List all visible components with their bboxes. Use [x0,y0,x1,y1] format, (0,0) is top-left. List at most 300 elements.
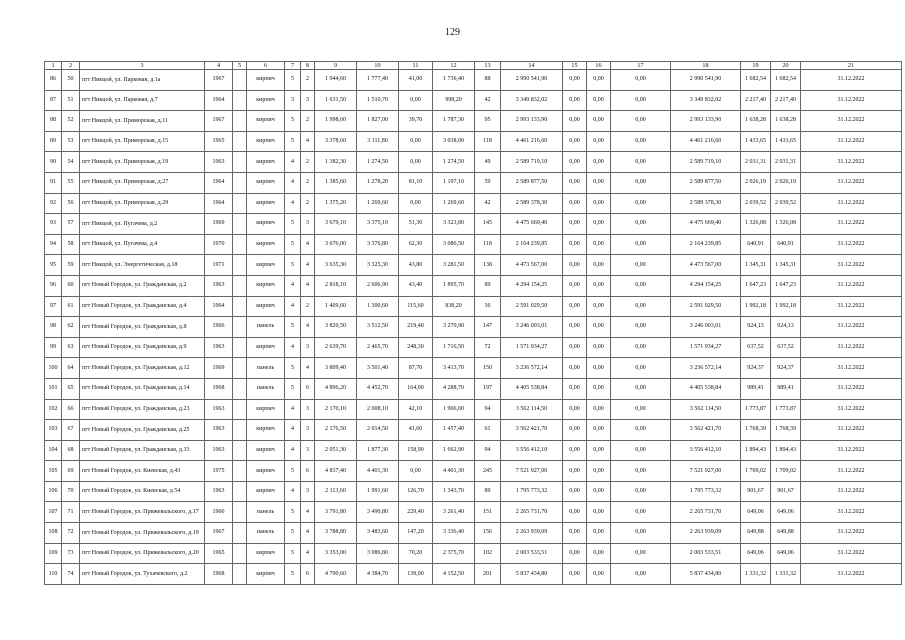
table-cell: 924,13 [771,317,801,338]
table-cell: 4 [285,296,301,317]
column-header: 18 [671,62,741,70]
table-cell: 640,91 [771,234,801,255]
table-cell: 3 [301,420,315,441]
table-cell [233,564,247,585]
table-cell: 3 635,30 [315,255,357,276]
table-cell: панель [247,523,285,544]
table-cell: 4 [285,420,301,441]
table-cell: 0,00 [587,481,611,502]
table-cell: 4 [285,440,301,461]
table-cell: 67 [62,420,80,441]
table-cell: 59 [475,172,501,193]
table-cell: 0,00 [563,378,587,399]
table-cell: 0,00 [611,152,671,173]
table-row [45,399,902,420]
table-cell: кирпич [247,152,285,173]
table-cell: 838,20 [433,296,475,317]
table-cell: 51 [62,90,80,111]
table-cell: 1 385,60 [315,172,357,193]
table-cell: 4 [285,275,301,296]
table-cell: 3 562 114,50 [501,399,563,420]
table-cell: 0,00 [587,420,611,441]
table-cell: 90 [45,152,62,173]
table-cell: 4 452,70 [357,378,399,399]
table-cell: 637,52 [771,337,801,358]
table-cell: 0,00 [611,461,671,482]
table-cell: 229,40 [399,502,433,523]
table-cell: 0,00 [399,461,433,482]
table-cell: 0,00 [563,296,587,317]
table-cell: 3 483,60 [357,523,399,544]
table-cell: 0,00 [587,337,611,358]
table-cell: 0,00 [563,564,587,585]
column-header: 4 [205,62,233,70]
table-cell: 1 269,60 [433,193,475,214]
table-cell: 0,00 [611,234,671,255]
table-cell: 649,88 [741,523,771,544]
table-cell: 2 008,10 [357,399,399,420]
table-cell: 5 [285,523,301,544]
table-cell: кирпич [247,543,285,564]
table-cell: 91 [45,172,62,193]
table-cell: 66 [62,399,80,420]
table-cell: 245 [475,461,501,482]
table-cell: 1 709,02 [741,461,771,482]
table-row [45,564,902,585]
table-cell: 0,00 [611,172,671,193]
table-cell: 31.12.2022 [801,90,902,111]
table-cell: 0,00 [611,564,671,585]
table-cell: 0,00 [563,481,587,502]
address-cell: пгт Новый Городок, ул. Гражданская, д.23 [80,399,205,420]
table-cell: 4 461 216,60 [671,131,741,152]
table-cell: 0,00 [563,152,587,173]
table-row [45,543,902,564]
table-cell: 2 591 029,50 [501,296,563,317]
table-cell: кирпич [247,399,285,420]
table-cell: 4 [301,131,315,152]
table-cell: 3 820,50 [315,317,357,338]
table-cell: 640,91 [741,234,771,255]
table-cell: 31.12.2022 [801,358,902,379]
table-cell: 58 [62,234,80,255]
table-cell: 1963 [205,440,233,461]
table-cell: кирпич [247,131,285,152]
table-cell: 31.12.2022 [801,461,902,482]
table-cell: 2 265 731,70 [671,502,741,523]
table-cell: 31.12.2022 [801,172,902,193]
table-cell: 31.12.2022 [801,481,902,502]
table-cell: 0,00 [611,440,671,461]
table-cell: 1 345,31 [771,255,801,276]
table-cell: кирпич [247,70,285,91]
table-cell: 3 512,50 [357,317,399,338]
table-cell: 0,00 [587,399,611,420]
table-cell: 3 086,50 [433,234,475,255]
table-cell: 98 [45,317,62,338]
table-cell: 5 [285,317,301,338]
table-cell: 2 003 533,51 [501,543,563,564]
table-cell: 2 003 533,51 [671,543,741,564]
table-cell: 1 638,28 [741,111,771,132]
table-cell: 147,20 [399,523,433,544]
table-cell: 57 [62,214,80,235]
table-cell: 62,30 [399,234,433,255]
table-cell: 0,00 [563,317,587,338]
table-cell: 0,00 [563,214,587,235]
table-cell: 3 375,10 [357,214,399,235]
table-cell: 2 164 239,85 [671,234,741,255]
table-cell: 7 521 927,00 [501,461,563,482]
table-cell: 1 647,23 [741,275,771,296]
table-cell: 104 [45,440,62,461]
table-cell: 4 [285,399,301,420]
table-row [45,378,902,399]
table-cell: 1967 [205,523,233,544]
address-cell: пгт Никцой, ул. Приморская, д.27 [80,172,205,193]
table-cell: 92 [45,193,62,214]
column-header: 10 [357,62,399,70]
table-cell: 3 236 572,14 [501,358,563,379]
table-cell: 31.12.2022 [801,399,902,420]
table-cell: 87 [45,90,62,111]
table-cell: панель [247,358,285,379]
table-cell: 3 281,50 [433,255,475,276]
table-cell [233,193,247,214]
table-cell: 2 263 939,09 [671,523,741,544]
table-cell: 2 113,60 [315,481,357,502]
table-cell [233,461,247,482]
table-cell: 1963 [205,399,233,420]
table-cell: 3 270,90 [433,317,475,338]
table-cell: 5 [285,358,301,379]
table-cell [233,337,247,358]
column-header: 7 [285,62,301,70]
table-cell: 42 [475,193,501,214]
table-cell [233,440,247,461]
table-cell: 2 [301,296,315,317]
table-cell: 2 589 378,30 [501,193,563,214]
table-cell: 2 465,70 [357,337,399,358]
table-cell: 1 998,60 [315,111,357,132]
table-cell: 1 894,43 [741,440,771,461]
table-cell: 924,37 [741,358,771,379]
table-cell: 1 795 773,32 [501,481,563,502]
address-cell: пгт Новый Городок, ул. Гражданская, д.25 [80,420,205,441]
table-cell: 4 152,50 [433,564,475,585]
column-header: 6 [247,62,285,70]
address-cell: пгт Никцой, ул. Приморская, д.29 [80,193,205,214]
address-cell: пгт Никцой, ул. Парковая, д.1а [80,70,205,91]
table-cell: 6 [301,461,315,482]
table-cell: 1 992,18 [771,296,801,317]
table-cell: 151 [475,502,501,523]
table-cell: 31.12.2022 [801,234,902,255]
table-cell: 89 [475,481,501,502]
table-cell: 36 [475,296,501,317]
table-cell: 51,30 [399,214,433,235]
table-cell: 1 716,50 [433,337,475,358]
table-cell: 0,00 [611,523,671,544]
table-cell: 1965 [205,543,233,564]
table-cell: 4 [301,502,315,523]
table-cell: 3 038,00 [433,131,475,152]
table-cell: 31.12.2022 [801,502,902,523]
table-cell: 3 [301,440,315,461]
table-cell: 0,00 [563,399,587,420]
table-cell: 5 [285,214,301,235]
table-cell: 0,00 [587,543,611,564]
table-cell: 5 [285,378,301,399]
table-cell: 63 [62,337,80,358]
table-cell: 65 [62,378,80,399]
table-cell: 637,52 [741,337,771,358]
table-row [45,193,902,214]
table-cell: 1 709,02 [771,461,801,482]
table-cell: 62 [62,317,80,338]
table-cell [233,420,247,441]
table-cell: 1 894,43 [771,440,801,461]
table-cell: 924,13 [741,317,771,338]
table-cell: 0,00 [611,70,671,91]
table-cell [233,255,247,276]
table-cell: 1 571 934,27 [501,337,563,358]
table-cell: 81,10 [399,172,433,193]
table-cell: 4 [285,481,301,502]
table-cell: 0,00 [611,193,671,214]
table-cell: 2 589 719,10 [671,152,741,173]
table-cell: 0,00 [611,275,671,296]
table-cell: 1 992,18 [741,296,771,317]
table-cell: 4 475 669,40 [671,214,741,235]
table-cell: 4 [301,358,315,379]
table-cell: 248,30 [399,337,433,358]
column-header: 21 [801,62,902,70]
table-cell: 39,70 [399,111,433,132]
table-cell: 31.12.2022 [801,131,902,152]
table-cell: 70,20 [399,543,433,564]
table-cell: 94 [475,399,501,420]
table-cell: 3 [301,481,315,502]
table-cell: 4 [301,523,315,544]
table-cell [233,172,247,193]
header-row [45,62,902,70]
table-cell: 71 [62,502,80,523]
table-cell: 989,41 [771,378,801,399]
table-cell: 0,00 [563,543,587,564]
table-cell: 31.12.2022 [801,564,902,585]
table-cell: 1964 [205,296,233,317]
table-cell: 2 265 731,70 [501,502,563,523]
table-cell: 61 [62,296,80,317]
table-cell: 0,00 [611,131,671,152]
table-cell: 6 [301,378,315,399]
table-cell: 2 606,90 [357,275,399,296]
table-row [45,420,902,441]
table-cell: 52 [62,111,80,132]
table-cell: 88 [45,111,62,132]
table-cell: 0,00 [399,90,433,111]
table-cell: 0,00 [587,255,611,276]
table-cell: 96 [45,275,62,296]
column-header: 15 [563,62,587,70]
table-cell: 4 405 538,84 [671,378,741,399]
table-cell: 87,70 [399,358,433,379]
table-cell: 3 349 832,02 [671,90,741,111]
address-cell: пгт Новый Городок, ул. Гражданская, д.14 [80,378,205,399]
table-cell: 42,10 [399,399,433,420]
address-cell: пгт Новый Городок, ул. Прижевальского, д.17 [80,502,205,523]
table-cell: 0,00 [587,131,611,152]
table-cell: 41,00 [399,70,433,91]
table-cell: кирпич [247,90,285,111]
table-cell: 31.12.2022 [801,440,902,461]
table-cell: 0,00 [563,275,587,296]
table-cell: 61 [475,420,501,441]
table-cell: 86 [45,70,62,91]
table-cell: 72 [475,337,501,358]
table-cell: 4 [285,193,301,214]
table-cell: 1 343,70 [433,481,475,502]
table-cell: 4 384,70 [357,564,399,585]
table-cell: 89 [45,131,62,152]
table-cell [233,131,247,152]
table-cell: 0,00 [587,296,611,317]
table-cell: 55 [62,172,80,193]
table-cell: 1 197,10 [433,172,475,193]
table-cell: 3 349 832,02 [501,90,563,111]
table-row [45,131,902,152]
table-cell: 115,60 [399,296,433,317]
table-cell: 0,00 [611,111,671,132]
address-cell: пгт Новый Городок, ул. Киевская, д.54 [80,481,205,502]
table-cell: 4 [285,337,301,358]
address-cell: пгт Новый Городок, ул. Гражданская, д.33 [80,440,205,461]
table-cell: 4 473 567,00 [501,255,563,276]
table-cell: 5 [285,461,301,482]
address-cell: пгт Новый Городок, ул. Киевская, д.43 [80,461,205,482]
table-cell: 70 [62,481,80,502]
column-header: 5 [233,62,247,70]
address-cell: пгт Никцой, ул. Приморская, д.19 [80,152,205,173]
table-cell: 1 773,87 [741,399,771,420]
table-cell: 0,00 [587,378,611,399]
address-cell: пгт Никцой, ул. Пугачева, д.4 [80,234,205,255]
table-cell: 3 809,40 [315,358,357,379]
table-cell: 2 818,10 [315,275,357,296]
table-cell: 5 [285,234,301,255]
column-header: 8 [301,62,315,70]
table-cell: 2 993 133,90 [671,111,741,132]
column-header: 1 [45,62,62,70]
table-cell: 1968 [205,378,233,399]
table-cell [233,481,247,502]
table-cell: 0,00 [611,420,671,441]
table-cell: 0,00 [611,255,671,276]
table-cell: 2 375,70 [433,543,475,564]
table-cell: 649,88 [771,523,801,544]
table-cell: кирпич [247,234,285,255]
table-cell: 99 [45,337,62,358]
address-cell: пгт Новый Городок, ул. Тухачевского, д.2 [80,564,205,585]
table-cell: 201 [475,564,501,585]
table-row [45,275,902,296]
address-cell: пгт Никцой, ул. Парковая, д.7 [80,90,205,111]
table-cell: 3 [301,399,315,420]
table-cell: 1 433,65 [771,131,801,152]
table-cell: 139,00 [399,564,433,585]
table-cell: 2 589 877,50 [671,172,741,193]
table-cell: 1 638,28 [771,111,801,132]
table-cell: 3 [301,214,315,235]
table-cell: 0,00 [563,461,587,482]
table-cell [233,399,247,420]
table-cell: 0,00 [611,90,671,111]
table-cell: кирпич [247,564,285,585]
table-cell: 31.12.2022 [801,152,902,173]
table-cell: 3 676,00 [315,234,357,255]
column-header: 14 [501,62,563,70]
table-cell: 3 336,40 [433,523,475,544]
table-cell: 901,67 [771,481,801,502]
table-cell [233,358,247,379]
table-cell: 100 [45,358,62,379]
table-cell: 4 [301,275,315,296]
table-cell: 4 [285,152,301,173]
table-cell: 3 246 003,01 [671,317,741,338]
table-cell: 2 990 541,90 [671,70,741,91]
table-cell: 2 263 939,09 [501,523,563,544]
column-header: 3 [80,62,205,70]
table-cell: 1 777,40 [357,70,399,91]
table-cell: 4 401,30 [357,461,399,482]
table-cell: 1 571 934,27 [671,337,741,358]
table-cell: 2 [301,111,315,132]
table-cell: 5 [285,111,301,132]
table-cell: кирпич [247,275,285,296]
table-cell: 93 [45,214,62,235]
table-cell: 4 837,40 [315,461,357,482]
table-cell: 3 501,40 [357,358,399,379]
table-cell: 2 217,40 [741,90,771,111]
table-cell: 0,00 [587,70,611,91]
column-header: 16 [587,62,611,70]
table-cell: 1 662,90 [433,440,475,461]
table-cell: 1964 [205,172,233,193]
table-cell: 1 768,39 [771,420,801,441]
table-cell: 3 556 412,10 [671,440,741,461]
table-cell: 3 [301,90,315,111]
table-cell: 1 433,65 [741,131,771,152]
table-cell: 31.12.2022 [801,337,902,358]
table-cell: 73 [62,543,80,564]
table-cell: 106 [45,481,62,502]
table-cell: 0,00 [563,70,587,91]
table-cell: 31.12.2022 [801,296,902,317]
table-cell: 0,00 [611,337,671,358]
table-cell: 4 [301,317,315,338]
table-cell: 6 [301,564,315,585]
table-cell: 0,00 [563,440,587,461]
table-cell: 1 278,20 [357,172,399,193]
table-cell: 4 896,20 [315,378,357,399]
table-cell: 2 031,31 [771,152,801,173]
table-cell [233,275,247,296]
table-cell: 1964 [205,90,233,111]
table-cell: 3 679,10 [315,214,357,235]
table-cell: 0,00 [587,275,611,296]
table-cell: 2 014,50 [357,420,399,441]
